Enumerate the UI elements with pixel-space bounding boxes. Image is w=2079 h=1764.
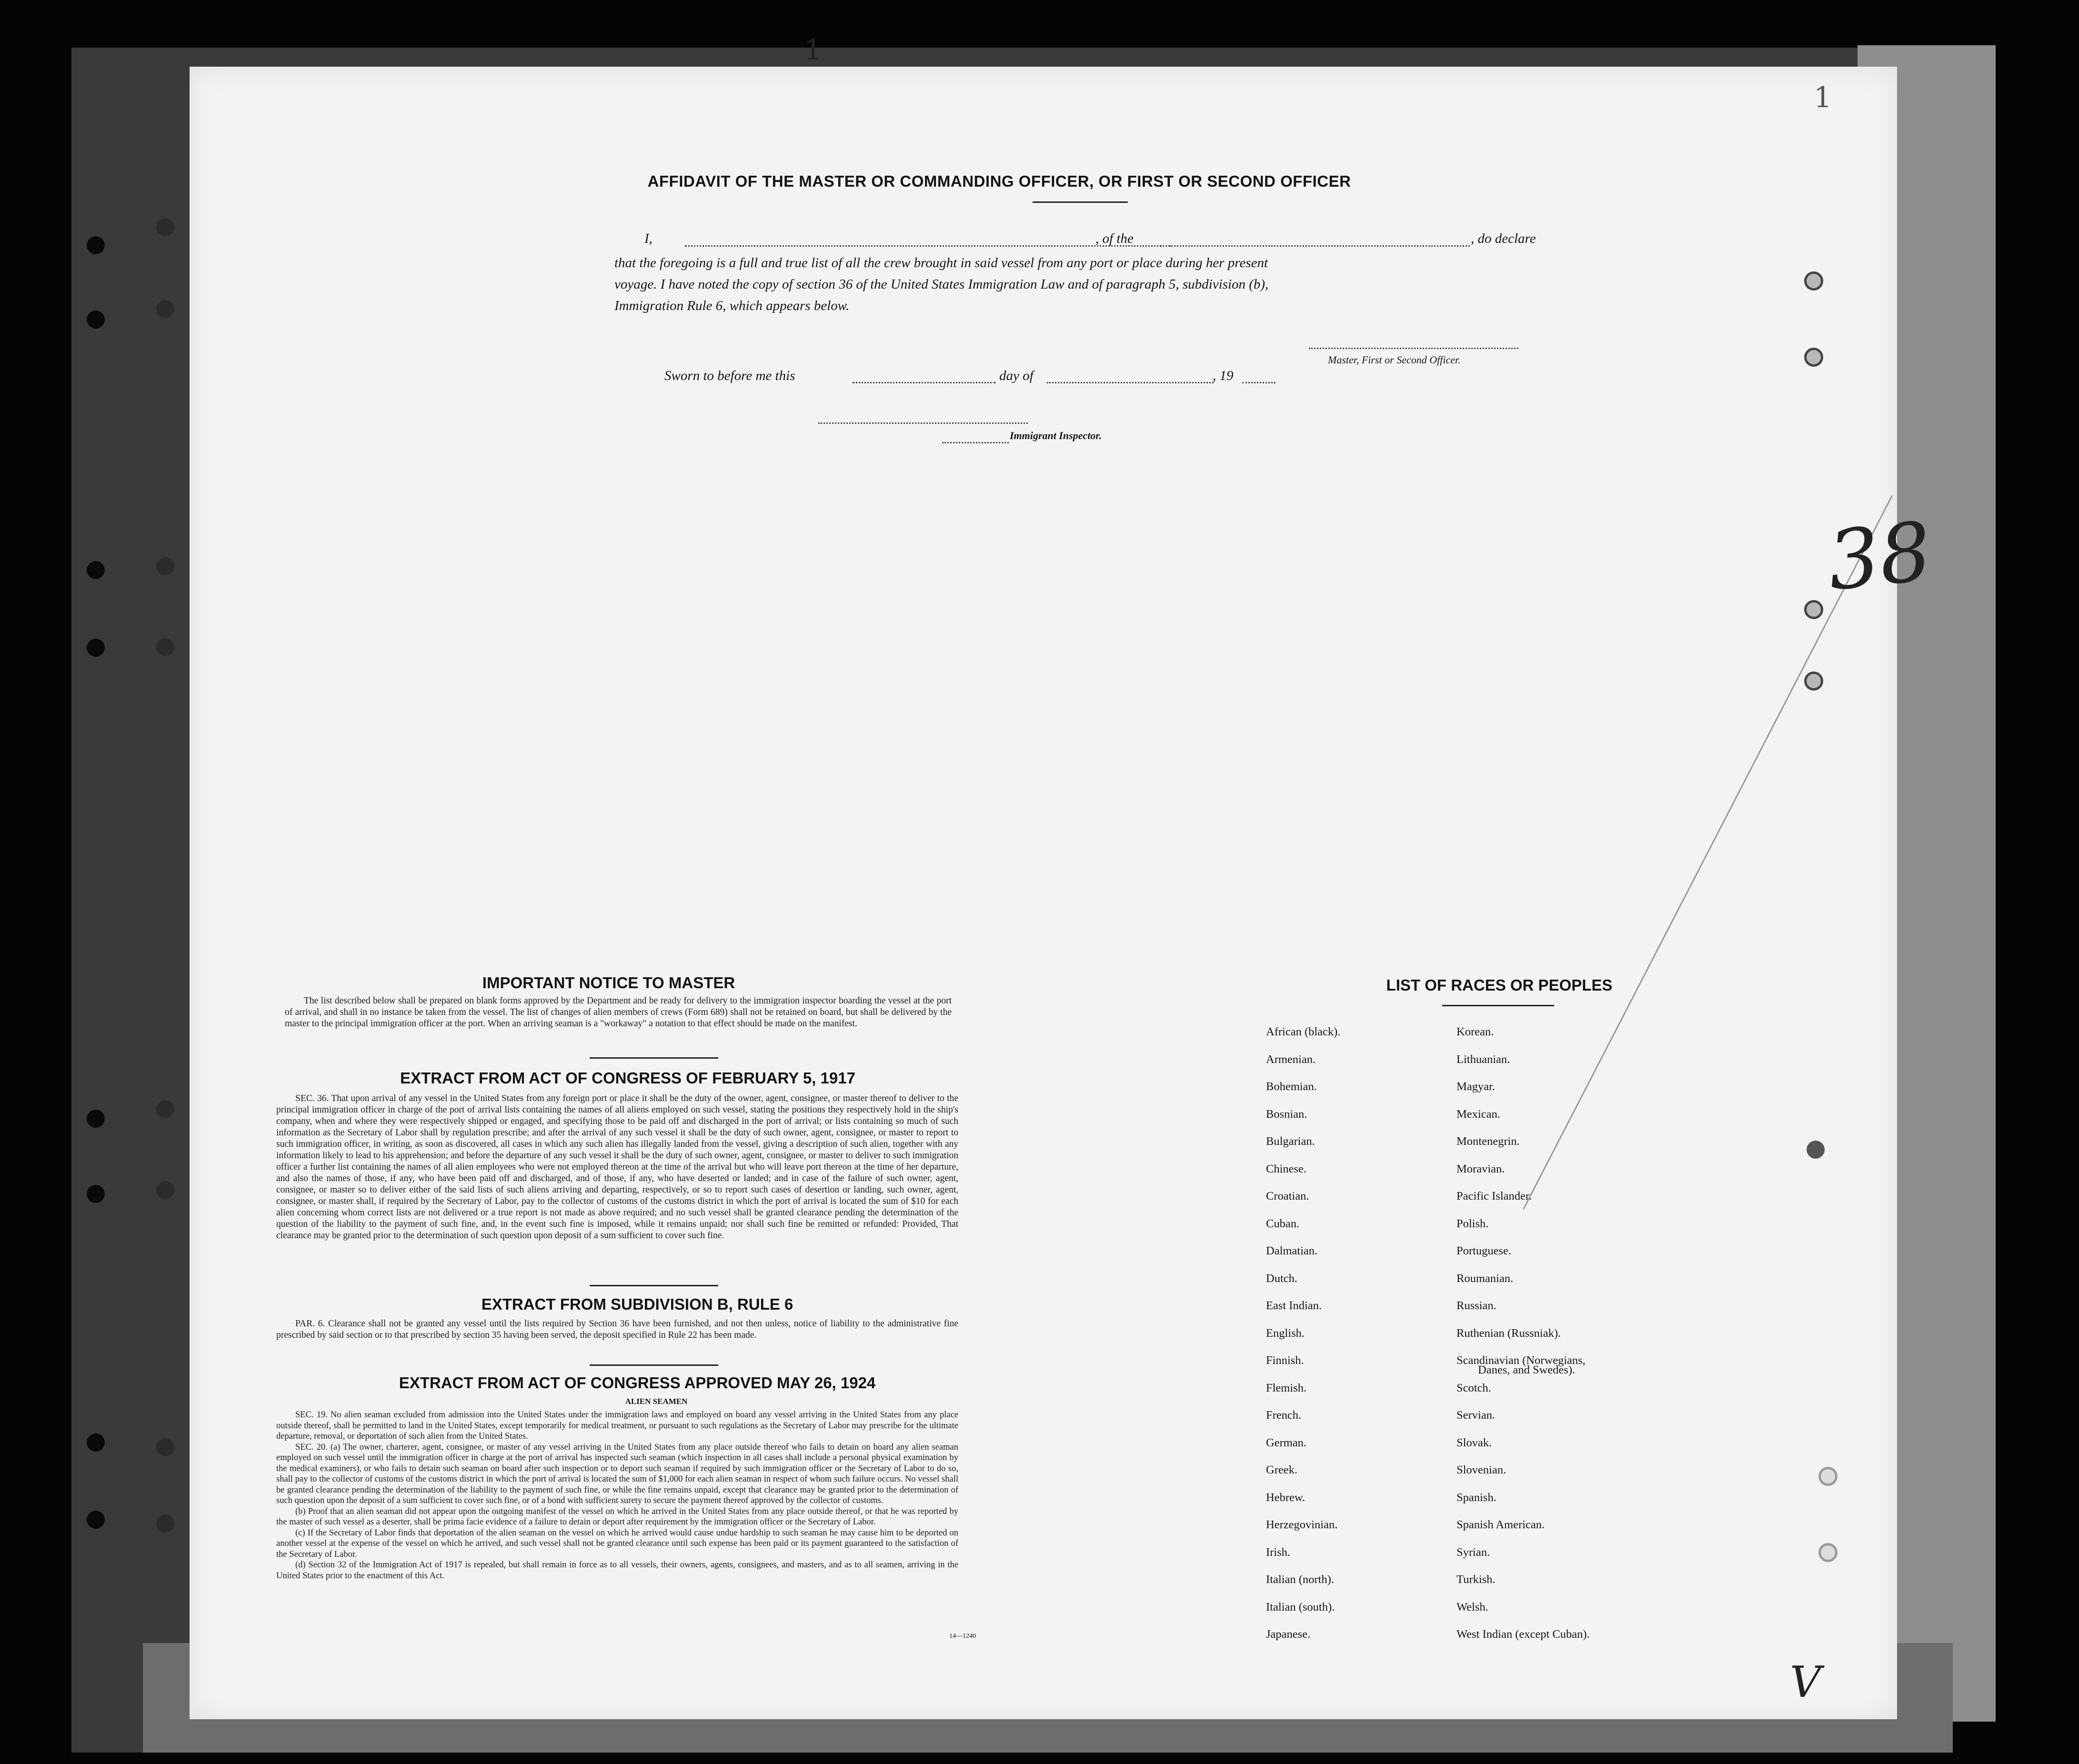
binder-hole bbox=[156, 557, 174, 575]
section-divider bbox=[590, 1057, 718, 1059]
race-item: Servian. bbox=[1456, 1409, 1495, 1422]
affidavit-of-the-label: , of the bbox=[1095, 231, 1134, 246]
binder-hole bbox=[87, 1185, 105, 1203]
race-item: Korean. bbox=[1456, 1025, 1494, 1038]
race-item: French. bbox=[1266, 1409, 1302, 1422]
race-item: Chinese. bbox=[1266, 1162, 1307, 1175]
binder-hole bbox=[87, 236, 105, 254]
year-label: , 19 bbox=[1213, 368, 1234, 383]
race-item: Turkish. bbox=[1456, 1573, 1496, 1586]
binder-hole bbox=[87, 639, 105, 657]
race-item: Scotch. bbox=[1456, 1381, 1491, 1394]
race-item: Armenian. bbox=[1266, 1052, 1316, 1066]
extract-rule6-text: PAR. 6. Clearance shall not be granted any vessel until the lists required by Section 36 have been furnished, and not then unless, notice of liability to the administrative fine prescribed by said section or to that prescribed by section 35 having been served, the deposit specified in Rule 22 has been made. bbox=[276, 1319, 958, 1340]
race-item: Roumanian. bbox=[1456, 1272, 1514, 1285]
sworn-label: Sworn to before me this bbox=[664, 368, 795, 383]
race-item: Italian (south). bbox=[1266, 1600, 1335, 1614]
race-item: Scandinavian (Norwegians, bbox=[1456, 1354, 1586, 1367]
race-item: Russian. bbox=[1456, 1299, 1496, 1312]
binder-hole bbox=[87, 1433, 105, 1452]
form-number: 14—1240 bbox=[949, 1633, 976, 1640]
document-page bbox=[190, 33, 1936, 1719]
race-item: Finnish. bbox=[1266, 1354, 1304, 1367]
race-item: Portuguese. bbox=[1456, 1244, 1511, 1257]
binder-hole bbox=[156, 1438, 174, 1456]
extract-1917-text: SEC. 36. That upon arrival of any vessel in the United States from any foreign port or place it shall be the duty of the owner, agent, consignee, or master thereof to deliver to the principal immigration officer in charge of the port of arrival lists containing the names of all aliens employed on such vessel, stating the positions they respectively hold in the ship's company, when and where they were respectively shipped or engaged, and specifying those to be paid off and discharged in the port of arrival; or lists containing so much of such information as the Secretary of Labor shall by regulation prescribe; and after the arrival of any such vessel it shall be the duty of such owner, agent, consignee, or master to report to such immigration officer, in writing, as soon as discovered, all cases in which any such alien has illegally landed from the vessel, giving a description of such alien, together with any information likely to lead to his apprehension; and before the departure of any such vessel it shall be the duty of such owner, agent, consignee, or master to deliver to such immigration officer a further list containing the names of all alien employees who were not employed thereon at the time of the arrival but who will leave port thereon at the time of her departure, and also the names of those, if any, who have been paid off and discharged, and of those, if any, who have deserted or landed; and in case of the failure of such owner, agent, consignee, or master so to deliver either of the said lists of such aliens arriving and departing, respectively, or so to report such cases of desertion or landing, such owner, agent, consignee, or master shall, if required by the Secretary of Labor, pay to the collector of customs of the customs district in which the port of arrival is located the sum of $10 for each alien concerning whom correct lists are not delivered or a true report is not made as above required; and no such vessel shall be granted clearance pending the determination of the question of the liability to the payment of such fine, and, in the event such fine is imposed, while it remains unpaid; nor shall such fine be remitted or refunded: Provided, That clearance may be granted prior to the determination of such question upon deposit of a sum sufficient to cover such fine. bbox=[276, 1093, 958, 1241]
race-item: Croatian. bbox=[1266, 1190, 1309, 1203]
section-20b-text: (b) Proof that an alien seaman did not appear upon the outgoing manifest of the vessel on which he arrived in the United States from any place outside thereof, or that he was reported by the master of such vessel as a deserter, shall be prima facie evidence of a failure to detain or deport after requirement by the immigration officer or the Secretary of Labor. bbox=[276, 1506, 958, 1527]
inspector-signature-line bbox=[818, 422, 1028, 424]
sworn-year-blank bbox=[1242, 382, 1276, 383]
handwritten-mark: 38 bbox=[1823, 504, 1936, 609]
affidavit-line: that the foregoing is a full and true list of all the crew brought in said vessel from any port or place during her present bbox=[614, 255, 1268, 271]
vessel-name-blank bbox=[1160, 245, 1470, 247]
race-item: Irish. bbox=[1266, 1545, 1291, 1559]
handwritten-mark: V bbox=[1790, 1657, 1821, 1707]
race-item: Bosnian. bbox=[1266, 1107, 1307, 1121]
races-title: LIST OF RACES OR PEOPLES bbox=[1386, 976, 1613, 994]
binder-hole bbox=[156, 300, 174, 318]
binder-hole bbox=[156, 638, 174, 656]
notice-title: IMPORTANT NOTICE TO MASTER bbox=[482, 974, 735, 992]
section-20c-text: (c) If the Secretary of Labor finds that deportation of the alien seaman on the vessel on which he arrived would cause undue hardship to such seaman he may cause him to be deported on another vessel at the expense of the vessel on which he arrived, and such vessel shall not be granted clearance until such expense has been paid or its payment guaranteed to the satisfaction of the Secretary of Labor. bbox=[276, 1528, 958, 1559]
race-item: Magyar. bbox=[1456, 1080, 1495, 1093]
binder-hole bbox=[1804, 348, 1823, 367]
race-item: Dalmatian. bbox=[1266, 1244, 1318, 1257]
race-item: Hebrew. bbox=[1266, 1491, 1306, 1504]
extract-1924-title: EXTRACT FROM ACT OF CONGRESS APPROVED MAY 26, 1924 bbox=[399, 1374, 876, 1392]
extract-1924-text bbox=[276, 1410, 958, 1581]
race-item: West Indian (except Cuban). bbox=[1456, 1628, 1590, 1641]
races-divider bbox=[1442, 1005, 1554, 1006]
affidavit-line: voyage. I have noted the copy of section 36 of the United States Immigration Law and of paragraph 5, subdivision (b), bbox=[614, 277, 1269, 292]
race-item: Syrian. bbox=[1456, 1545, 1490, 1559]
race-item: German. bbox=[1266, 1436, 1307, 1449]
race-item: East Indian. bbox=[1266, 1299, 1322, 1312]
race-item: Japanese. bbox=[1266, 1628, 1311, 1641]
race-item: Mexican. bbox=[1456, 1107, 1500, 1121]
extract-rule6-title: EXTRACT FROM SUBDIVISION B, RULE 6 bbox=[481, 1295, 793, 1313]
race-item: Lithuanian. bbox=[1456, 1052, 1510, 1066]
section-20d-text: (d) Section 32 of the Immigration Act of 1917 is repealed, but shall remain in force as to all vessels, their owners, agents, consignees, and masters, and as to all seamen, arriving in the United States prior to the enactment of this Act. bbox=[276, 1560, 958, 1581]
extract-1924-subtitle: ALIEN SEAMEN bbox=[625, 1397, 688, 1406]
race-item: Bohemian. bbox=[1266, 1080, 1317, 1093]
binder-hole bbox=[87, 1110, 105, 1128]
race-item: Bulgarian. bbox=[1266, 1135, 1315, 1148]
affidavit-declare-label: , do declare bbox=[1471, 231, 1536, 246]
race-item: Dutch. bbox=[1266, 1272, 1297, 1285]
notice-text: The list described below shall be prepared on blank forms approved by the Department and be ready for delivery to the immigration inspector boarding the vessel at the port of arrival, and shall in no instance be taken from the vessel. The list of changes of alien members of crews (Form 689) shall not be retained on board, but shall be delivered by the master to the principal immigration officer at the port. When an arriving seaman is a "workaway" a notation to that effect should be made on the manifest. bbox=[285, 996, 952, 1029]
affidavit-i-label: I, bbox=[644, 231, 653, 246]
race-item: Italian (north). bbox=[1266, 1573, 1334, 1586]
binder-hole bbox=[156, 218, 174, 236]
race-item: Danes, and Swedes). bbox=[1478, 1363, 1576, 1376]
race-item: Pacific Islander. bbox=[1456, 1190, 1532, 1203]
race-item: Moravian. bbox=[1456, 1162, 1505, 1175]
section-divider bbox=[590, 1285, 718, 1286]
sworn-month-blank bbox=[1047, 382, 1214, 383]
handwritten-mark: 1 bbox=[1814, 81, 1832, 114]
affidavit-line: Immigration Rule 6, which appears below. bbox=[614, 298, 850, 313]
binder-hole bbox=[156, 1514, 174, 1533]
section-19-text: SEC. 19. No alien seaman excluded from admission into the United States under the immigration laws and employed on board any vessel arriving in the United States from any place outside thereof, shall be permitted to land in the United States, except temporarily for medical treatment, or pursuant to such regulations as the Secretary of Labor may prescribe for the ultimate departure, removal, or deportation of such alien from the United States. bbox=[276, 1410, 958, 1441]
race-item: African (black). bbox=[1266, 1025, 1341, 1038]
race-item: Welsh. bbox=[1456, 1600, 1488, 1614]
master-signature-label: Master, First or Second Officer. bbox=[1328, 354, 1461, 366]
title-divider bbox=[1033, 201, 1128, 203]
binder-hole bbox=[87, 561, 105, 579]
race-item: Cuban. bbox=[1266, 1217, 1300, 1230]
inspector-label: Immigrant Inspector. bbox=[1010, 430, 1102, 441]
race-item: Flemish. bbox=[1266, 1381, 1307, 1394]
race-item: Spanish American. bbox=[1456, 1518, 1545, 1531]
binder-hole bbox=[156, 1100, 174, 1118]
race-item: Spanish. bbox=[1456, 1491, 1496, 1504]
affidavit-title: AFFIDAVIT OF THE MASTER OR COMMANDING OFFICER, OR FIRST OR SECOND OFFICER bbox=[647, 172, 1351, 190]
extract-1917-title: EXTRACT FROM ACT OF CONGRESS OF FEBRUARY 5, 1917 bbox=[400, 1069, 855, 1087]
race-item: Slovenian. bbox=[1456, 1463, 1507, 1476]
binder-hole bbox=[87, 311, 105, 329]
binder-hole bbox=[1804, 271, 1823, 291]
race-item: Montenegrin. bbox=[1456, 1135, 1520, 1148]
section-divider bbox=[590, 1364, 718, 1366]
binder-hole bbox=[1818, 1543, 1838, 1562]
race-item: Greek. bbox=[1266, 1463, 1297, 1476]
inspector-short-line bbox=[942, 442, 1009, 443]
race-item: Slovak. bbox=[1456, 1436, 1492, 1449]
binder-hole bbox=[1818, 1467, 1838, 1486]
binder-hole bbox=[156, 1181, 174, 1199]
race-item: Ruthenian (Russniak). bbox=[1456, 1326, 1561, 1340]
race-item: Polish. bbox=[1456, 1217, 1489, 1230]
race-item: English. bbox=[1266, 1326, 1305, 1340]
section-20a-text: SEC. 20. (a) The owner, charterer, agent, consignee, or master of any vessel arriving in the United States from any place outside thereof who fails to detain on board any alien seaman employed on such vessel until the immigration officer in charge at the port of arrival has inspected such seaman (which inspection in all cases shall include a personal physical examination by the medical examiners), or who fails to detain such seaman on board after such inspection or to deport such seaman if required by such immigration officer or the Secretary of Labor to do so, shall pay to the collector of customs of the customs district in which the port of arrival is located the sum of $1,000 for each alien seaman in respect of whom such failure occurs. No vessel shall be granted clearance pending the determination of the liability to the payment of such fine, or while the fine remains unpaid, except that clearance may be granted prior to the determination of such question upon the deposit of a sum sufficient to cover such fine, or of a bond with sufficient surety to secure the payment thereof approved by the collector of customs. bbox=[276, 1442, 958, 1505]
master-signature-line bbox=[1309, 348, 1518, 349]
affidavit-text bbox=[614, 252, 1543, 317]
sworn-day-blank bbox=[853, 382, 995, 383]
race-item: Herzegovinian. bbox=[1266, 1518, 1338, 1531]
day-of-label: day of bbox=[999, 368, 1034, 383]
handwritten-mark: 1 bbox=[804, 33, 823, 67]
binder-hole bbox=[87, 1511, 105, 1529]
